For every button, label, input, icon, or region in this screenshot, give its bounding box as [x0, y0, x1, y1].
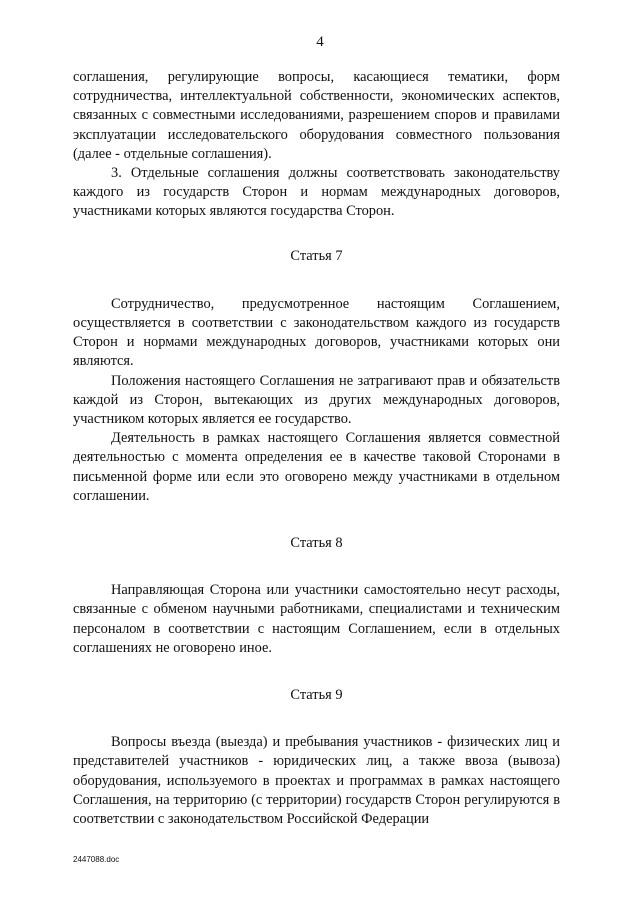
article-8-heading: Статья 8: [290, 535, 343, 552]
paragraph-continuation: соглашения, регулирующие вопросы, касающиеся тематики, форм сотрудничества, интеллектуальной собственности, экономических аспектов, связанных с совместными исследованиями, разрешением споров и правилами эксплуатации исследовательского оборудования совместного пользования (далее - отдельные соглашения).: [73, 69, 560, 162]
article-7-paragraph-1: Сотрудничество, предусмотренное настоящим Соглашением, осуществляется в соответствии с законодательством каждого из государств Сторон и нормами международных договоров, участниками которых они являются.: [73, 295, 560, 370]
article-8-paragraph-1: Направляющая Сторона или участники самостоятельно несут расходы, связанные с обменом научными работниками, специалистами и техническим персоналом в соответствии с настоящим Соглашением, если в отдельных соглашениях не оговорено иное.: [73, 582, 560, 656]
page-number: 4: [316, 34, 324, 50]
article-7-paragraph-2: Положения настоящего Соглашения не затрагивают прав и обязательств каждой из Сторон, вытекающих из других международных договоров, участником которых является ее государство.: [73, 372, 560, 428]
document-footer-filename: 2447088.doc: [73, 855, 120, 864]
article-7-heading: Статья 7: [290, 247, 343, 264]
document-body: [73, 68, 560, 829]
article-9-paragraph-1: Вопросы въезда (выезда) и пребывания участников - физических лиц и представителей участников - юридических лиц, а также ввоза (вывоза) оборудования, используемого в проектах и программах в рамках настоящего Соглашения, на территорию (с территории) государств Сторон регулируются в соответствии с законодательством Российской Федерации: [73, 734, 560, 828]
article-9-heading: Статья 9: [290, 687, 343, 704]
article-7-paragraph-3: Деятельность в рамках настоящего Соглашения является совместной деятельностью с момента определения ее в качестве таковой Сторонами в письменной форме или если это оговорено между участниками в отдельном соглашении.: [73, 430, 560, 504]
paragraph-clause-3: 3. Отдельные соглашения должны соответствовать законодательству каждого из государств Сторон и нормам международных договоров, участниками которых являются государства Сторон.: [73, 165, 560, 220]
